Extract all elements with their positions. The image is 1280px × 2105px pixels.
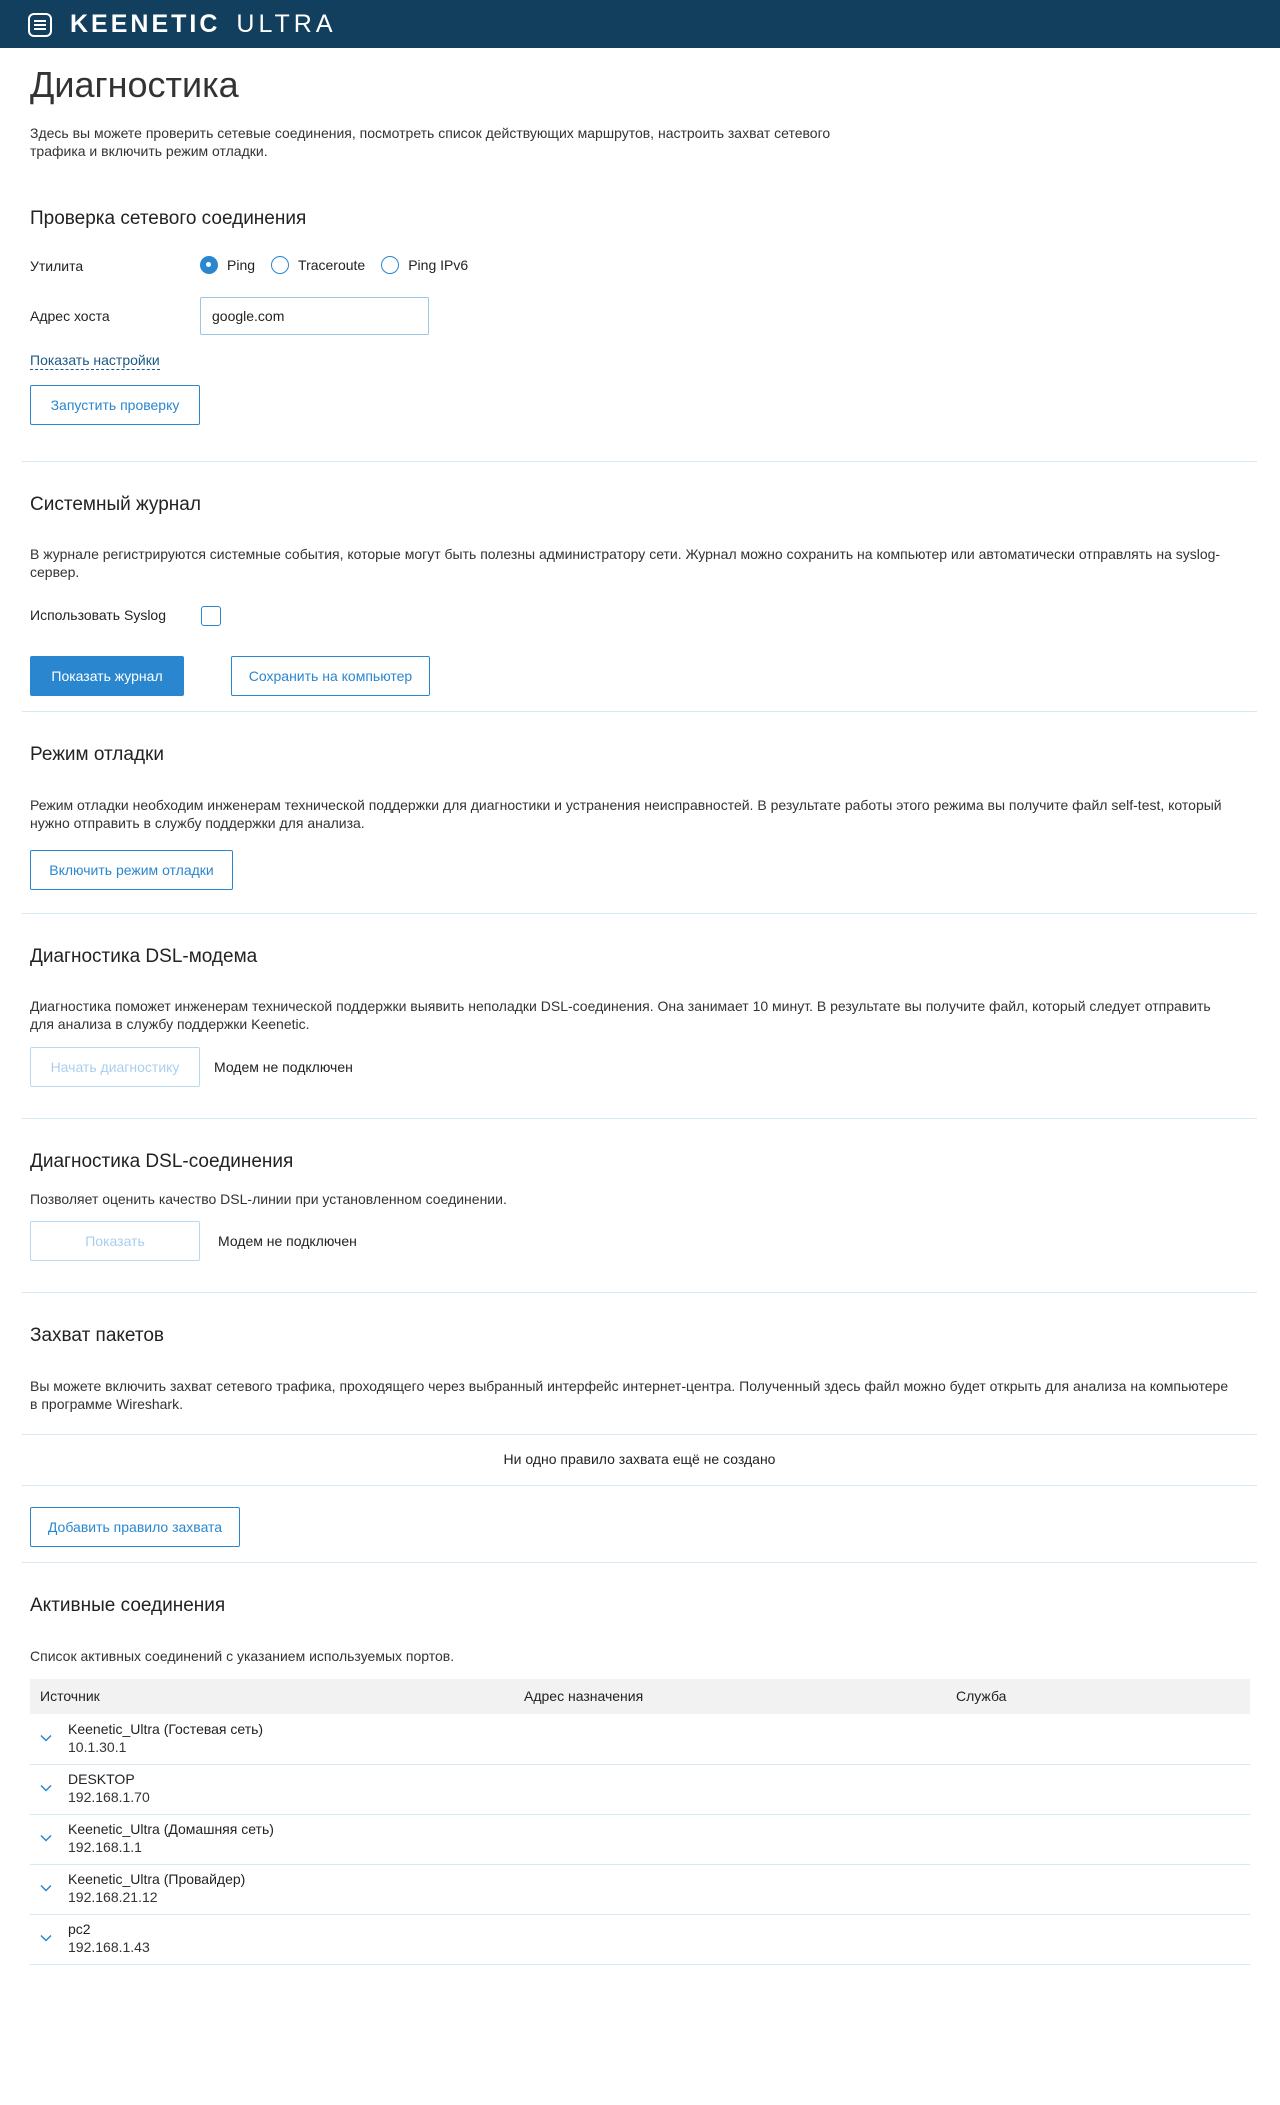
utility-label: Утилита <box>30 258 84 274</box>
utility-radio-group <box>200 256 468 274</box>
connection-source-name: pc2 <box>68 1921 91 1937</box>
connection-source-ip: 192.168.1.70 <box>68 1789 150 1805</box>
page-title: Диагностика <box>30 64 239 105</box>
run-check-button[interactable]: Запустить проверку <box>30 385 200 425</box>
radio-label: Ping IPv6 <box>408 257 469 273</box>
chevron-down-icon[interactable] <box>40 1782 52 1794</box>
show-settings-link[interactable]: Показать настройки <box>30 352 160 368</box>
table-row[interactable] <box>30 1764 1250 1815</box>
syslog-description <box>30 545 1260 581</box>
divider <box>22 461 1257 462</box>
dsl-modem-description-line: Диагностика поможет инженерам технической поддержки выявить неполадки DSL-соединения. Она занимает 10 минут. В результате вы получите файл, который следует отправить <box>30 998 1211 1014</box>
save-to-computer-button[interactable]: Сохранить на компьютер <box>231 656 430 696</box>
use-syslog-label: Использовать Syslog <box>30 607 167 623</box>
debug-mode-heading: Режим отладки <box>30 744 164 765</box>
start-diagnostics-button[interactable]: Начать диагностику <box>30 1047 200 1087</box>
table-row[interactable] <box>30 1864 1250 1915</box>
radio-ping[interactable] <box>200 256 255 274</box>
page-description <box>30 124 830 160</box>
debug-description-line: Режим отладки необходим инженерам технической поддержки для диагностики и устранения неисправностей. В результате работы этого режима вы получите файл self-test, который <box>30 797 1222 813</box>
connection-source-name: DESKTOP <box>68 1771 135 1787</box>
dsl-modem-heading: Диагностика DSL-модема <box>30 946 258 967</box>
brand-main: KEENETIC <box>70 9 221 38</box>
active-connections-heading: Активные соединения <box>30 1595 226 1616</box>
packet-capture-description-line: в программе Wireshark. <box>30 1396 183 1412</box>
radio-unchecked-icon <box>381 256 399 274</box>
connection-source-name: Keenetic_Ultra (Домашняя сеть) <box>68 1821 274 1837</box>
column-service[interactable]: Служба <box>956 1688 1007 1704</box>
page-description-line: трафика и включить режим отладки. <box>30 143 268 159</box>
brand-model: ULTRA <box>236 9 337 38</box>
dsl-modem-description <box>30 997 1260 1033</box>
connection-source-ip: 192.168.1.43 <box>68 1939 150 1955</box>
chevron-down-icon[interactable] <box>40 1932 52 1944</box>
connection-source-ip: 10.1.30.1 <box>68 1739 127 1755</box>
radio-label: Ping <box>227 257 256 273</box>
packet-capture-description <box>30 1377 1260 1413</box>
divider <box>22 1562 1257 1563</box>
show-log-button[interactable]: Показать журнал <box>30 656 184 696</box>
radio-label: Traceroute <box>298 257 366 273</box>
active-connections-description: Список активных соединений с указанием используемых портов. <box>30 1648 455 1664</box>
table-row[interactable] <box>30 1914 1250 1965</box>
host-label: Адрес хоста <box>30 308 110 324</box>
top-bar <box>0 0 1280 48</box>
connection-source-ip: 192.168.1.1 <box>68 1839 142 1855</box>
syslog-description-line: сервер. <box>30 564 80 580</box>
radio-ping-ipv6[interactable] <box>381 256 468 274</box>
divider <box>22 913 1257 914</box>
radio-unchecked-icon <box>271 256 289 274</box>
divider <box>22 1292 1257 1293</box>
column-destination[interactable]: Адрес назначения <box>524 1688 644 1704</box>
add-capture-rule-button[interactable]: Добавить правило захвата <box>30 1507 240 1547</box>
radio-checked-icon <box>200 256 218 274</box>
divider <box>22 1118 1257 1119</box>
enable-debug-button[interactable]: Включить режим отладки <box>30 850 233 890</box>
dsl-modem-description-line: для анализа в службу поддержки Keenetic. <box>30 1016 310 1032</box>
dsl-connection-description: Позволяет оценить качество DSL-линии при установленном соединении. <box>30 1191 507 1207</box>
connection-source-name: Keenetic_Ultra (Гостевая сеть) <box>68 1721 264 1737</box>
show-dsl-button[interactable]: Показать <box>30 1221 200 1261</box>
host-address-input[interactable] <box>200 297 429 335</box>
connection-source-name: Keenetic_Ultra (Провайдер) <box>68 1871 246 1887</box>
connections-table-header <box>30 1679 1250 1714</box>
table-row[interactable] <box>30 1714 1250 1765</box>
column-source[interactable]: Источник <box>40 1688 100 1704</box>
debug-description-line: нужно отправить в службу поддержки для анализа. <box>30 815 365 831</box>
empty-capture-message: Ни одно правило захвата ещё не создано <box>503 1451 776 1467</box>
page-description-line: Здесь вы можете проверить сетевые соединения, посмотреть список действующих маршрутов, настроить захват сетевого <box>30 125 831 141</box>
radio-traceroute[interactable] <box>271 256 365 274</box>
connection-source-ip: 192.168.21.12 <box>68 1889 158 1905</box>
syslog-description-line: В журнале регистрируются системные события, которые могут быть полезны администратору сети. Журнал можно сохранить на компьютер или автоматически отправлять на syslog- <box>30 546 1221 562</box>
table-row[interactable] <box>30 1814 1250 1865</box>
dsl-modem-status: Модем не подключен <box>214 1059 353 1075</box>
brand-logo <box>70 10 337 38</box>
packet-capture-description-line: Вы можете включить захват сетевого трафика, проходящего через выбранный интерфейс интернет-центра. Полученный здесь файл можно будет открыть для анализа на компьютере <box>30 1378 1229 1394</box>
syslog-heading: Системный журнал <box>30 494 201 515</box>
divider <box>22 1434 1257 1435</box>
use-syslog-checkbox[interactable] <box>201 606 221 626</box>
debug-mode-description <box>30 796 1260 832</box>
packet-capture-heading: Захват пакетов <box>30 1325 165 1346</box>
menu-icon[interactable] <box>28 13 52 37</box>
chevron-down-icon[interactable] <box>40 1832 52 1844</box>
dsl-connection-heading: Диагностика DSL-соединения <box>30 1151 294 1172</box>
network-check-heading: Проверка сетевого соединения <box>30 208 307 229</box>
divider <box>22 1485 1257 1486</box>
chevron-down-icon[interactable] <box>40 1732 52 1744</box>
chevron-down-icon[interactable] <box>40 1882 52 1894</box>
divider <box>22 711 1257 712</box>
dsl-connection-status: Модем не подключен <box>218 1233 357 1249</box>
